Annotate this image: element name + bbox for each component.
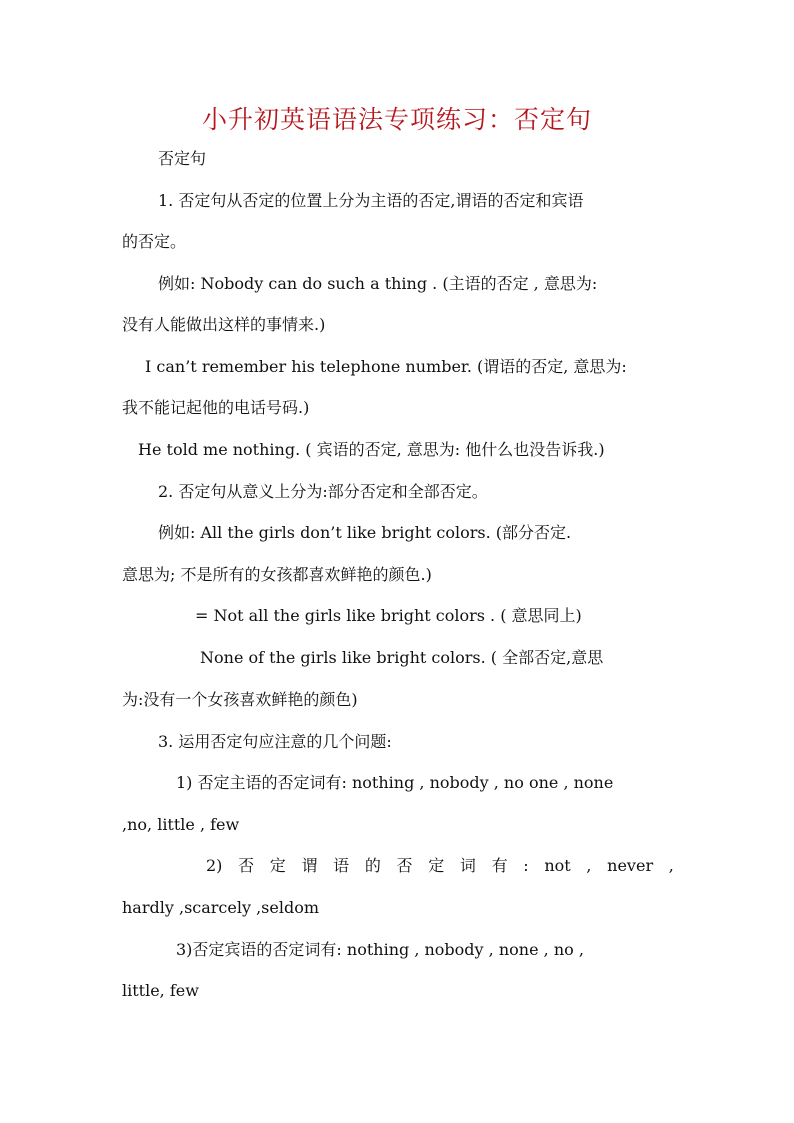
item-2-text: 2. 否定句从意义上分为:部分否定和全部否定。 (158, 482, 488, 501)
example-6-text: None of the girls like bright colors. ( 全部否定,意思 (200, 648, 604, 667)
sub-item-2-token: 2) (206, 856, 223, 875)
example-6-translation: 为:没有一个女孩喜欢鲜艳的颜色) (122, 690, 358, 709)
example-4-translation: 意思为; 不是所有的女孩都喜欢鲜艳的颜色.) (122, 565, 432, 584)
sub-item-2-token: 定 (269, 856, 286, 875)
item-1-text-cont: 的否定。 (122, 232, 187, 251)
sub-item-2-token: 否 (238, 856, 255, 875)
document-title: 小升初英语语法专项练习：否定句 (201, 105, 592, 134)
sub-item-2-token: 定 (428, 856, 445, 875)
sub-item-1-text: 1) 否定主语的否定词有: nothing , nobody , no one , none (176, 773, 614, 792)
example-1-text: 例如: Nobody can do such a thing . (主语的否定 , 意思为: (158, 274, 598, 293)
sub-item-3-text: 3)否定宾语的否定词有: nothing , nobody , none , no , (176, 940, 584, 959)
sub-item-2-text (206, 855, 674, 877)
sub-item-1-text-cont: ,no, little , few (122, 815, 240, 834)
sub-item-2-token: , (586, 856, 592, 875)
sub-item-2-token: 否 (396, 856, 413, 875)
item-3-text: 3. 运用否定句应注意的几个问题: (158, 732, 392, 751)
sub-item-2-text-cont: hardly ,scarcely ,seldom (122, 898, 320, 917)
sub-item-2-token: 词 (459, 856, 476, 875)
example-3-text: He told me nothing. ( 宾语的否定, 意思为: 他什么也没告诉我.) (138, 440, 605, 459)
sub-item-2-token: : (523, 856, 529, 875)
item-1-text: 1. 否定句从否定的位置上分为主语的否定,谓语的否定和宾语 (158, 191, 584, 210)
section-label: 否定句 (158, 149, 207, 168)
example-2-translation: 我不能记起他的电话号码.) (122, 398, 310, 417)
sub-item-2-token: not (544, 856, 571, 875)
sub-item-2-token: never (607, 856, 654, 875)
sub-item-2-token: , (668, 856, 674, 875)
example-2-text: I can’t remember his telephone number. (谓语的否定, 意思为: (145, 357, 627, 376)
sub-item-3-text-cont: little, few (122, 981, 199, 1000)
sub-item-2-token: 谓 (301, 856, 318, 875)
example-5-text: = Not all the girls like bright colors . ( 意思同上) (195, 606, 582, 625)
example-4-text: 例如: All the girls don’t like bright colors. (部分否定. (158, 523, 572, 542)
sub-item-2-token: 的 (364, 856, 381, 875)
example-1-translation: 没有人能做出这样的事情来.) (122, 315, 326, 334)
sub-item-2-token: 有 (491, 856, 508, 875)
sub-item-2-token: 语 (333, 856, 350, 875)
